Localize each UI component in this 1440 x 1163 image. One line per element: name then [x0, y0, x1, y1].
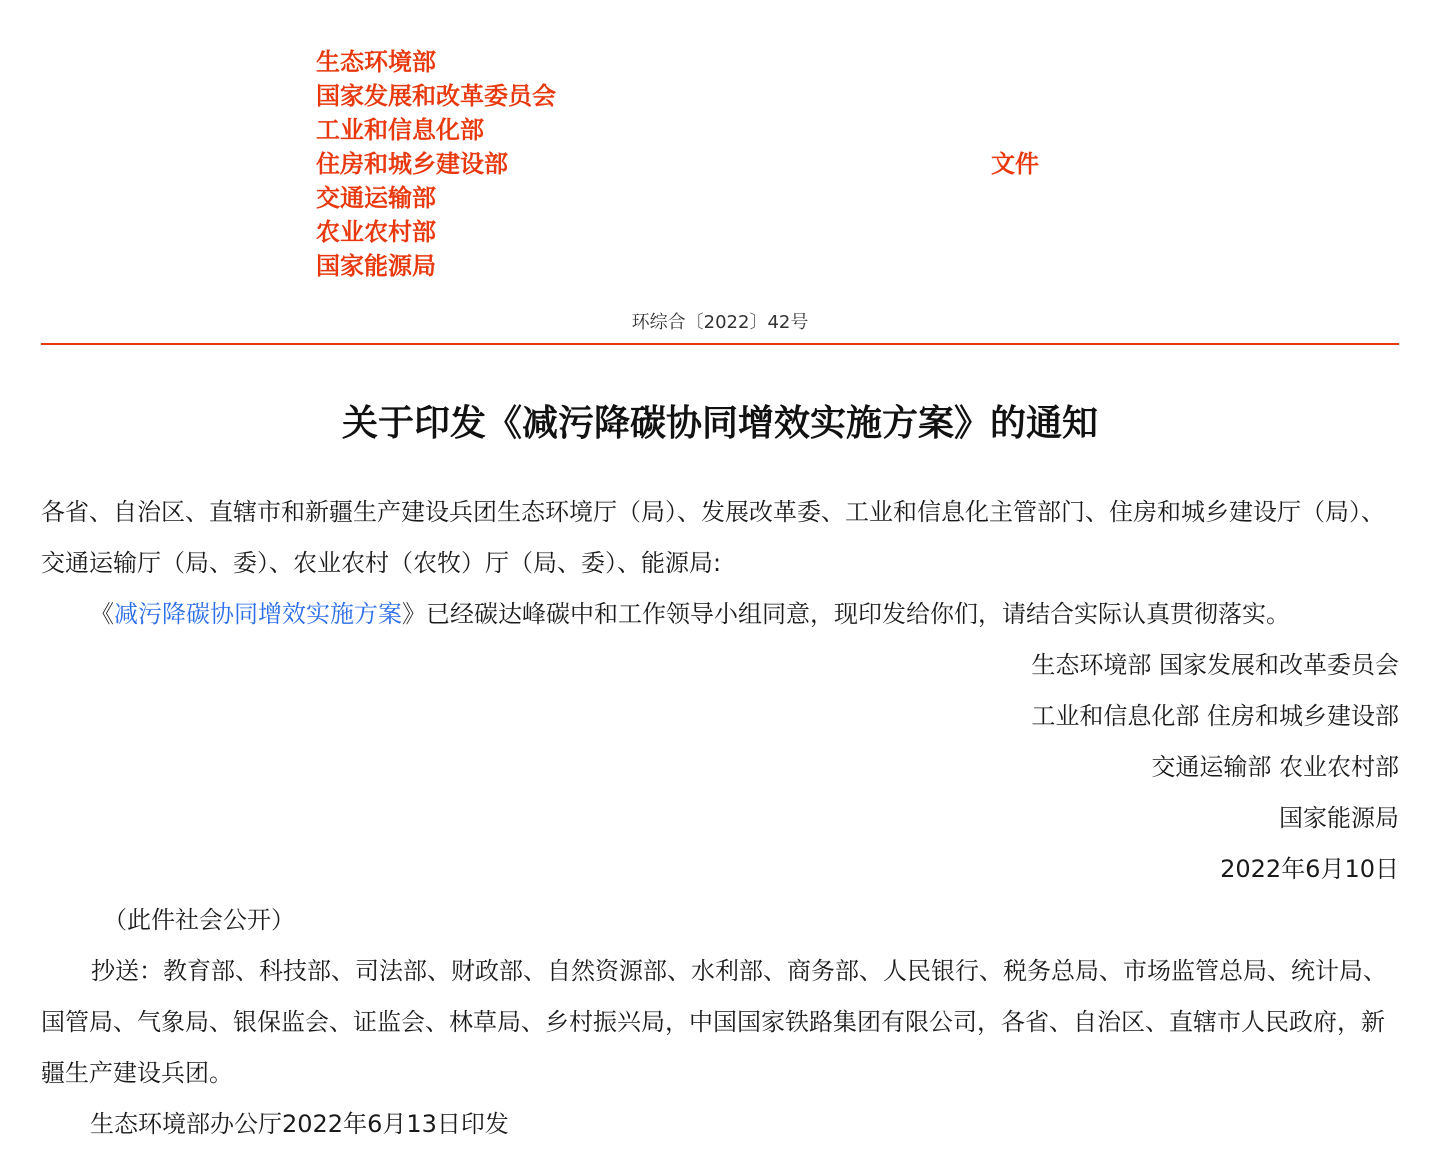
printed-line: 生态环境部办公厅2022年6月13日印发: [90, 1110, 509, 1138]
signature-line: 工业和信息化部 住房和城乡建设部: [1031, 702, 1399, 730]
page-title: 关于印发《减污降碳协同增效实施方案》的通知: [341, 403, 1098, 444]
issuer-name: 国家能源局: [316, 252, 436, 280]
issuer-name: 住房和城乡建设部: [316, 150, 508, 178]
issuer-name: 交通运输部: [316, 184, 436, 212]
header-divider: [41, 343, 1399, 345]
signature-line: 国家能源局: [1279, 804, 1399, 832]
issuer-list: [316, 45, 556, 283]
issuer-name: 生态环境部: [316, 48, 436, 76]
open-bracket: 《: [90, 600, 114, 628]
main-paragraph: [90, 589, 1400, 640]
issuer-name: 国家发展和改革委员会: [316, 82, 556, 110]
public-note: （此件社会公开）: [103, 906, 295, 934]
signature-date: 2022年6月10日: [1220, 855, 1399, 883]
main-paragraph-rest: 》已经碳达峰碳中和工作领导小组同意，现印发给你们，请结合实际认真贯彻落实。: [402, 600, 1290, 628]
plan-link[interactable]: 减污降碳协同增效实施方案: [114, 600, 402, 628]
document-number: 环综合〔2022〕42号: [631, 312, 809, 333]
signature-line: 生态环境部 国家发展和改革委员会: [1031, 651, 1399, 679]
cc-paragraph: 抄送：教育部、科技部、司法部、财政部、自然资源部、水利部、商务部、人民银行、税务总局、市场监管总局、统计局、国管局、气象局、银保监会、证监会、林草局、乡村振兴局，中国国家铁路集团有限公司，各省、自治区、直辖市人民政府，新疆生产建设兵团。: [41, 957, 1387, 1087]
signature-block: [1031, 640, 1399, 895]
issuer-name: 农业农村部: [316, 218, 436, 246]
addressees-paragraph: 各省、自治区、直辖市和新疆生产建设兵团生态环境厅（局）、发展改革委、工业和信息化主管部门、住房和城乡建设厅（局）、交通运输厅（局、委）、农业农村（农牧）厅（局、委）、能源局:: [41, 498, 1385, 577]
document-suffix: 文件: [991, 150, 1039, 178]
issuer-name: 工业和信息化部: [316, 116, 484, 144]
signature-line: 交通运输部 农业农村部: [1151, 753, 1399, 781]
